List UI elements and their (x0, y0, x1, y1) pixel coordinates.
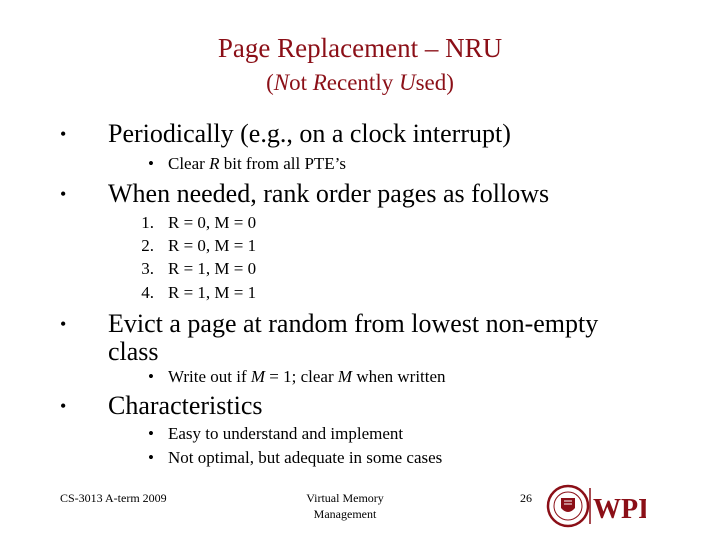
wpi-seal-icon (546, 484, 646, 528)
bullet-text: When needed, rank order pages as follows (108, 179, 550, 208)
list-text: R = 0, M = 0 (168, 213, 257, 232)
bullet-marker: • (60, 314, 67, 334)
bullet-marker: • (60, 396, 67, 416)
list-number: 1. (141, 213, 154, 232)
list-number: 4. (141, 283, 154, 302)
sub-bullet-marker: • (148, 448, 154, 467)
list-text: R = 0, M = 1 (168, 236, 257, 255)
wpi-logo (546, 484, 646, 528)
wpi-wordmark: WPI (593, 494, 646, 525)
slide-title: Page Replacement – NRU (217, 33, 503, 63)
bullet-marker: • (60, 184, 67, 204)
bullet-text: Characteristics (108, 391, 263, 420)
footer-course: CS-3013 A-term 2009 (60, 491, 167, 505)
sub-bullet-marker: • (148, 424, 154, 443)
bullet-marker: • (60, 124, 67, 144)
bullet-text: Periodically (e.g., on a clock interrupt) (108, 119, 511, 148)
sub-bullet-text: Not optimal, but adequate in some cases (168, 448, 443, 467)
bullet-text: Evict a page at random from lowest non-empty class (108, 309, 599, 366)
sub-bullet-marker: • (148, 367, 154, 386)
slide-subtitle: (Not Recently Used) (266, 70, 454, 95)
page-number: 26 (520, 491, 532, 505)
sub-bullet-text: Easy to understand and implement (168, 424, 404, 443)
sub-bullet-marker: • (148, 154, 154, 173)
footer-topic: Virtual Memory Management (306, 491, 384, 521)
list-text: R = 1, M = 1 (168, 283, 257, 302)
list-number: 2. (141, 236, 154, 255)
list-text: R = 1, M = 0 (168, 259, 257, 278)
list-number: 3. (141, 259, 154, 278)
